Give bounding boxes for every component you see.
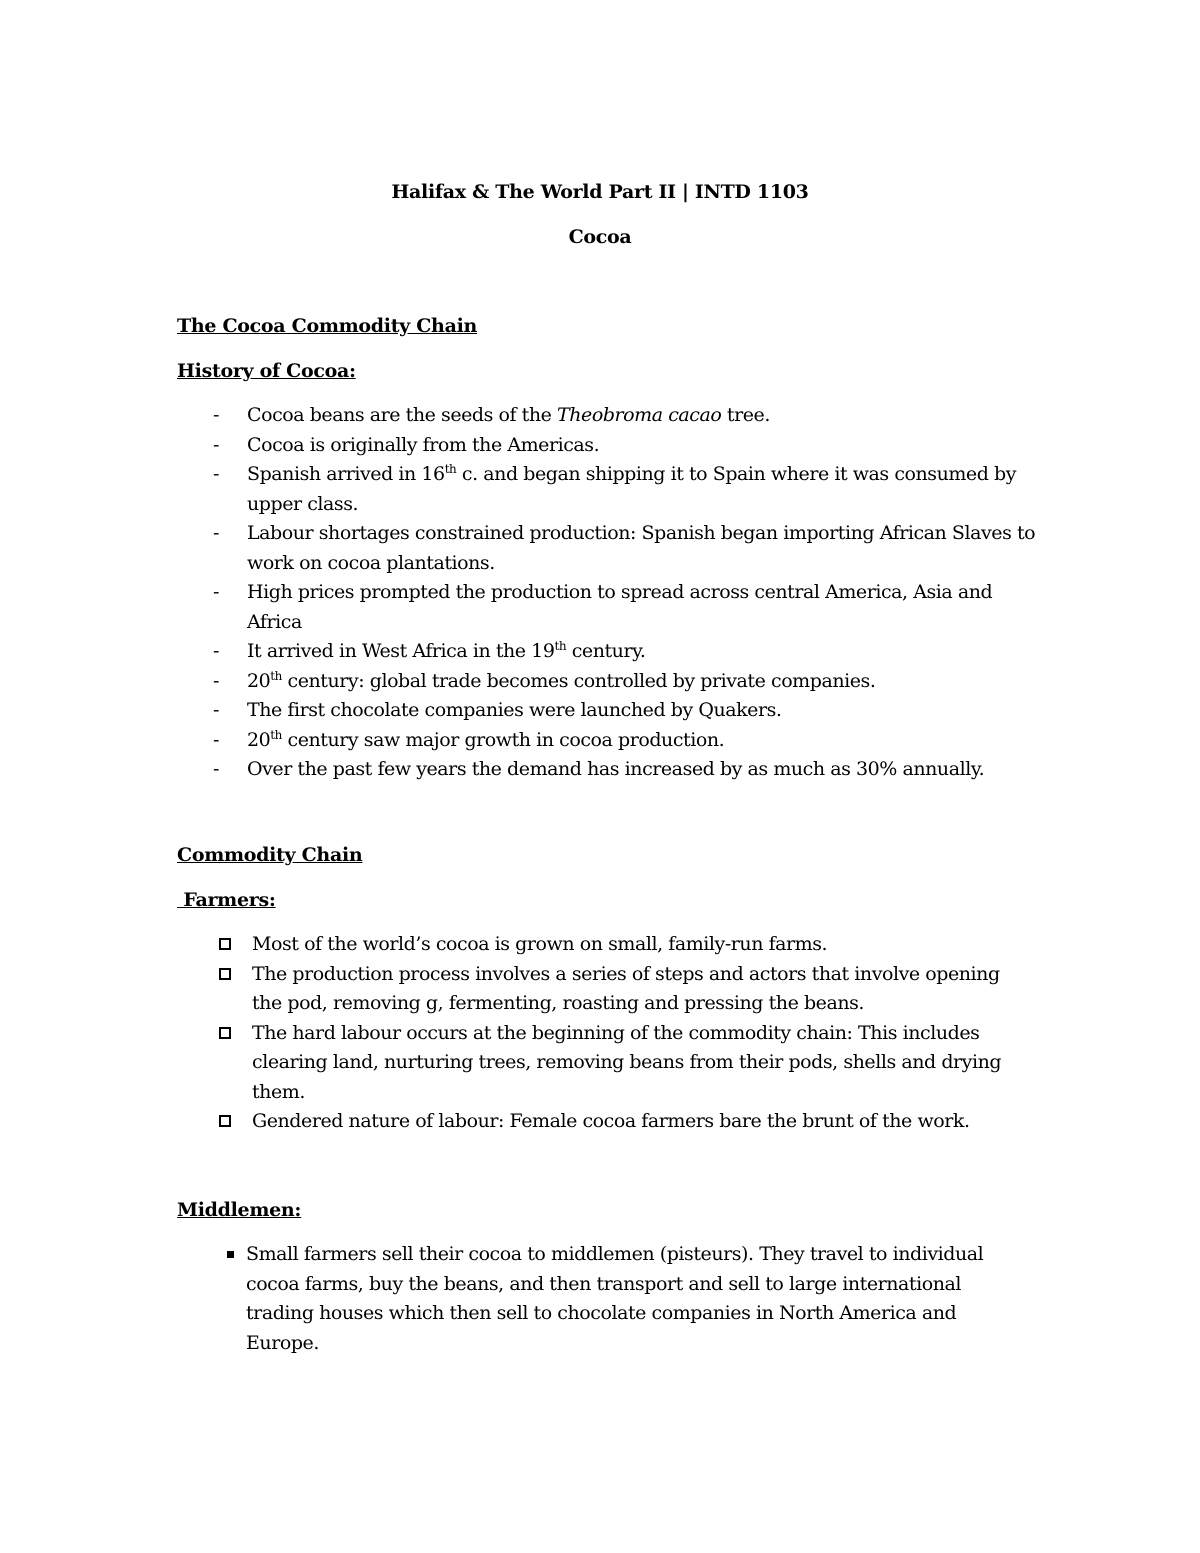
course-title: Halifax & The World Part II | INTD 1103 (391, 181, 809, 203)
history-list (0, 401, 1200, 785)
dash-marker: - (213, 463, 219, 485)
item-text: Small farmers sell their cocoa to middlemen (pisteurs). They travel to individual cocoa farms, buy the beans, and then transport and sell to large international trading houses which then sell to chocolate companies in North America and Europe. (246, 1243, 984, 1354)
list-item (0, 930, 1200, 960)
middlemen-heading: Middlemen: (177, 1199, 302, 1221)
list-item (0, 755, 1200, 785)
list-item (0, 1240, 1200, 1358)
item-text: Over the past few years the demand has increased by as much as 30% annually. (247, 758, 985, 780)
list-item (0, 1107, 1200, 1137)
checkbox-icon (219, 968, 231, 980)
list-item (0, 460, 1200, 519)
item-text: Spanish arrived in 16 (247, 463, 445, 485)
item-text: Cocoa is originally from the Americas. (247, 433, 600, 456)
item-text: Most of the world’s cocoa is grown on small, family-run farms. (252, 933, 828, 955)
dash-marker: - (213, 522, 219, 544)
checkbox-icon (219, 1027, 231, 1039)
item-text: The first chocolate companies were launched by Quakers. (247, 699, 782, 721)
item-text: Cocoa beans are the seeds of the (247, 404, 558, 426)
list-item (0, 1019, 1200, 1108)
item-text: c. and began shipping it to Spain where it was consumed by upper class. (247, 463, 1017, 515)
species-name: Theobroma cacao (557, 404, 722, 426)
item-text: century saw major growth in cocoa production. (281, 728, 725, 751)
topic-title: Cocoa (568, 226, 632, 248)
dash-marker: - (213, 669, 219, 692)
list-item (0, 696, 1200, 726)
list-item (0, 401, 1200, 431)
checkbox-icon (219, 938, 231, 950)
list-item (0, 431, 1200, 461)
list-item (0, 519, 1200, 578)
checkbox-icon (219, 1115, 231, 1127)
dash-marker: - (213, 699, 219, 721)
dash-marker: - (213, 758, 219, 780)
item-text: The production process involves a series of steps and actors that involve opening the pod, removing g, fermenting, roasting and pressing the beans. (252, 962, 1000, 1014)
section-heading: The Cocoa Commodity Chain (177, 315, 478, 337)
item-text: tree. (721, 404, 770, 426)
item-text: Labour shortages constrained production: Spanish began importing African Slaves to work on cocoa plantations. (247, 522, 1036, 574)
commodity-chain-heading: Commodity Chain (177, 844, 363, 866)
item-text: 20 (247, 669, 271, 692)
item-text: Gendered nature of labour: Female cocoa farmers bare the brunt of the work. (252, 1110, 970, 1132)
farmers-list (0, 930, 1200, 1137)
list-item (0, 726, 1200, 756)
dash-marker: - (213, 640, 219, 662)
history-heading: History of Cocoa: (177, 360, 356, 382)
superscript: th (444, 462, 457, 476)
superscript: th (270, 668, 282, 683)
dash-marker: - (213, 404, 219, 426)
item-text: High prices prompted the production to spread across central America, Asia and Africa (247, 581, 993, 633)
list-item (0, 578, 1200, 637)
square-bullet-icon (227, 1251, 234, 1258)
list-item (0, 960, 1200, 1019)
item-text: It arrived in West Africa in the 19 (247, 640, 555, 662)
item-text: century: global trade becomes controlled by private companies. (281, 669, 876, 692)
list-item (0, 667, 1200, 697)
item-text: 20 (247, 728, 271, 751)
item-text: century. (566, 640, 646, 662)
dash-marker: - (213, 433, 219, 456)
middlemen-list (0, 1240, 1200, 1358)
list-item (0, 637, 1200, 667)
item-text: The hard labour occurs at the beginning of the commodity chain: This includes clearing land, nurturing trees, removing beans from their pods, shells and drying them. (252, 1021, 1002, 1103)
superscript: th (554, 639, 567, 653)
dash-marker: - (213, 728, 219, 751)
farmers-heading: Farmers: (177, 889, 276, 911)
superscript: th (270, 727, 282, 742)
dash-marker: - (213, 581, 219, 603)
